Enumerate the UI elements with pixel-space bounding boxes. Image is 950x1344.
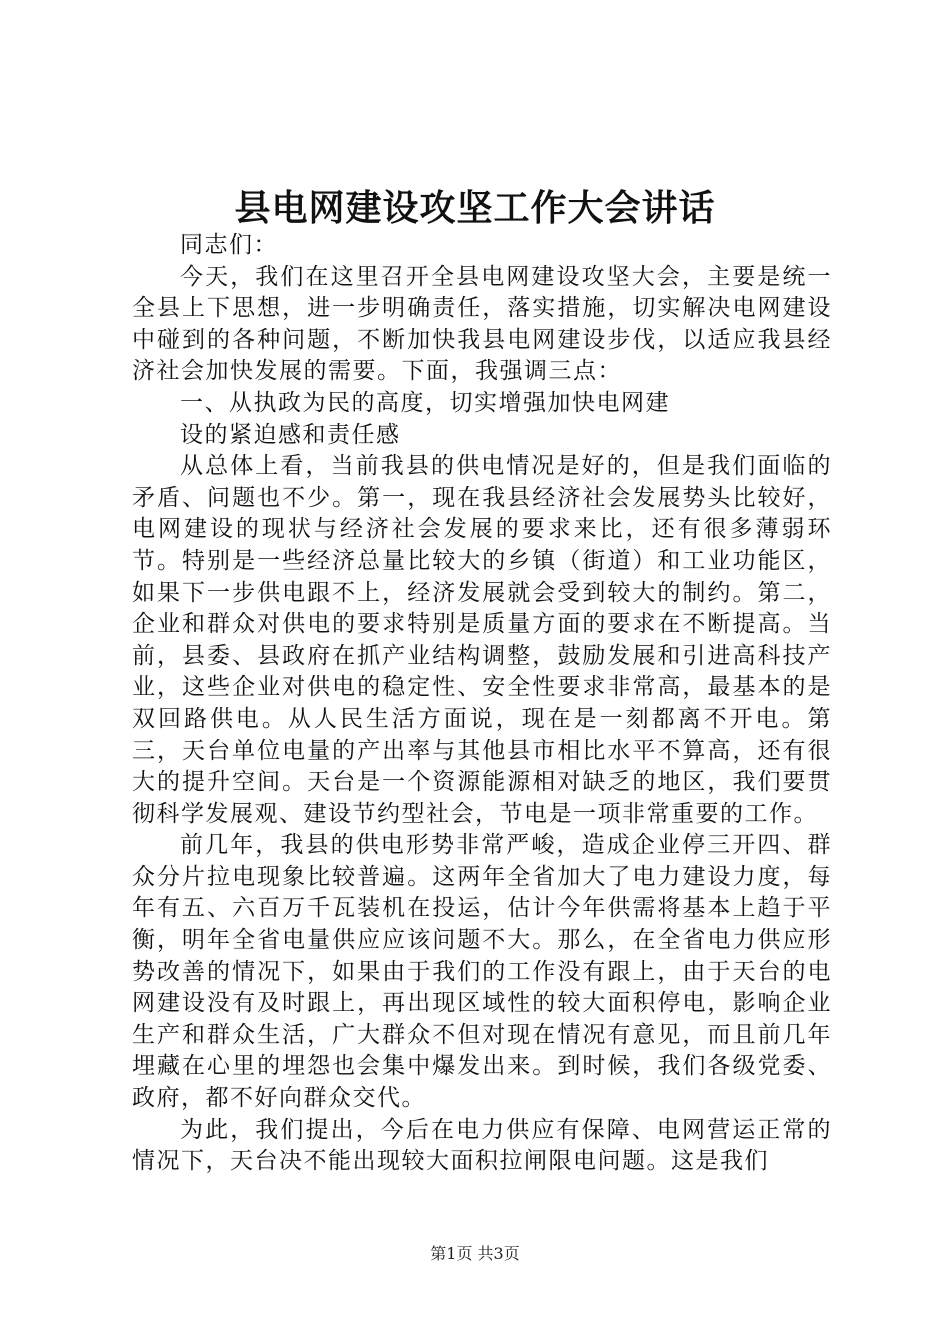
- document-title: 县电网建设攻坚工作大会讲话: [234, 187, 716, 229]
- salutation: 同志们：: [180, 232, 278, 258]
- page-number-footer: 第1页 共3页: [430, 1244, 520, 1263]
- section-heading-line-2: 设的紧迫感和责任感: [180, 421, 401, 448]
- paragraph-overview: 从总体上看，当前我县的供电情况是好的，但是我们面临的矛盾、问题也不少。第一，现在我县经济社会发展势头比较好，电网建设的现状与经济社会发展的要求来比，还有很多薄弱环节。特别是一些经济总量比较大的乡镇（街道）和工业功能区，如果下一步供电跟不上，经济发展就会受到较大的制约。第二，企业和群众对供电的要求特别是质量方面的要求在不断提高。当前，县委、县政府在抓产业结构调整，鼓励发展和引进高科技产业，这些企业对供电的稳定性、安全性要求非常高，最基本的是双回路供电。从人民生活方面说，现在是一刻都离不开电。第三，天台单位电量的产出率与其他县市相比水平不算高，还有很大的提升空间。天台是一个资源能源相对缺乏的地区，我们要贯彻科学发展观、建设节约型社会，节电是一项非常重要的工作。: [132, 453, 832, 827]
- document-body: [132, 230, 832, 1178]
- section-heading-line-1: 一、从执政为民的高度，切实增强加快电网建: [180, 389, 670, 416]
- paragraph-intro: 今天，我们在这里召开全县电网建设攻坚大会，主要是统一全县上下思想，进一步明确责任，落实措施，切实解决电网建设中碰到的各种问题，不断加快我县电网建设步伐，以适应我县经济社会加快发展的需要。下面，我强调三点：: [132, 263, 832, 385]
- paragraph-past-years: 前几年，我县的供电形势非常严峻，造成企业停三开四、群众分片拉电现象比较普遍。这两年全省加大了电力建设力度，每年有五、六百万千瓦装机在投运，估计今年供需将基本上趋于平衡，明年全省电量供应应该问题不大。那么，在全省电力供应形势改善的情况下，如果由于我们的工作没有跟上，由于天台的电网建设没有及时跟上，再出现区域性的较大面积停电，影响企业生产和群众生活，广大群众不但对现在情况有意见，而且前几年埋藏在心里的埋怨也会集中爆发出来。到时候，我们各级党委、政府，都不好向群众交代。: [132, 832, 832, 1112]
- paragraph-requirement: 为此，我们提出，今后在电力供应有保障、电网营运正常的情况下，天台决不能出现较大面积拉闸限电问题。这是我们: [132, 1116, 832, 1175]
